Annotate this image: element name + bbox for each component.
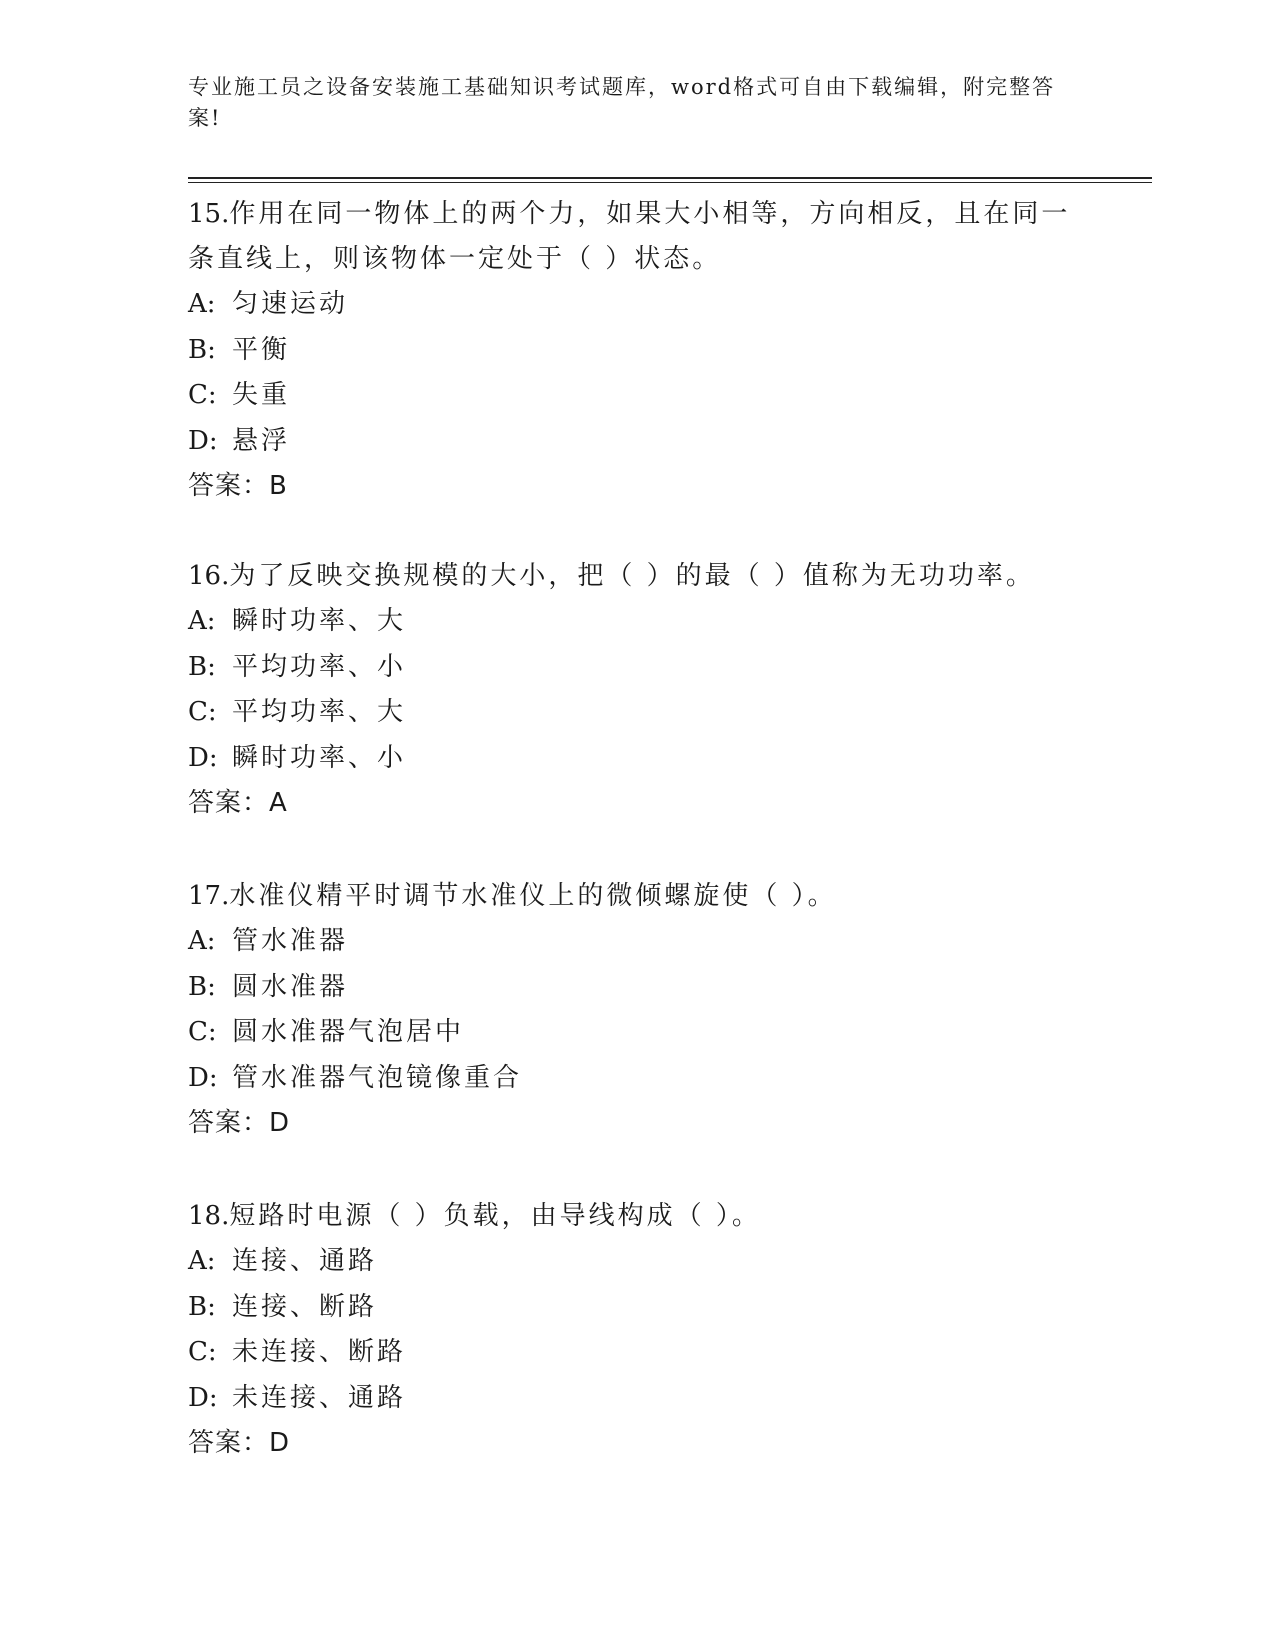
answer-line: 答案：D (188, 1428, 291, 1458)
question-stem (188, 188, 1088, 282)
option-text: 瞬时功率、小 (232, 742, 407, 773)
answer-line: 答案：D (188, 1108, 291, 1138)
option-letter: D: (188, 1062, 218, 1093)
option-a (188, 919, 1088, 965)
option-text: 瞬时功率、大 (232, 606, 407, 636)
question-number: 17. (188, 881, 230, 911)
question-stem (188, 550, 1088, 599)
option-c (188, 373, 1088, 419)
header-divider-thin (188, 182, 1152, 183)
option-text: 未连接、通路 (232, 1382, 407, 1413)
option-d (188, 1376, 1088, 1422)
answer-line: 答案：B (188, 471, 288, 501)
option-b (188, 965, 1088, 1011)
answer-line: 答案：A (188, 788, 288, 818)
option-d (188, 419, 1088, 465)
option-letter: C: (188, 1017, 217, 1047)
option-letter: A: (188, 926, 216, 956)
option-letter: A: (188, 1246, 216, 1276)
option-b (188, 1285, 1088, 1331)
option-b (188, 328, 1088, 374)
question-16 (188, 550, 1088, 827)
question-text: 短路时电源（ ）负载，由导线构成（ ）。 (229, 1201, 761, 1231)
option-letter: D: (188, 1382, 218, 1413)
option-text: 管水准器 (232, 926, 349, 956)
option-text: 失重 (232, 380, 291, 410)
option-letter: D: (188, 425, 218, 456)
option-a (188, 1239, 1088, 1285)
question-17 (188, 870, 1088, 1147)
option-text: 连接、通路 (232, 1246, 378, 1276)
option-letter: B: (188, 334, 216, 365)
option-text: 匀速运动 (232, 289, 349, 319)
option-text: 平均功率、大 (232, 697, 407, 727)
question-stem (188, 870, 1088, 919)
header-divider-thick (188, 177, 1152, 179)
question-text: 作用在同一物体上的两个力，如果大小相等，方向相反，且在同一条直线上，则该物体一定处于（ ）状态。 (188, 199, 1071, 274)
option-text: 圆水准器气泡居中 (232, 1017, 465, 1047)
question-stem (188, 1190, 1088, 1239)
option-a (188, 282, 1088, 328)
option-d (188, 1056, 1088, 1102)
option-a (188, 599, 1088, 645)
option-b (188, 645, 1088, 691)
option-letter: C: (188, 380, 217, 410)
option-text: 连接、断路 (232, 1291, 378, 1322)
option-letter: C: (188, 697, 217, 727)
question-number: 15. (188, 199, 230, 229)
question-text: 为了反映交换规模的大小，把（ ）的最（ ）值称为无功功率。 (229, 561, 1035, 591)
option-letter: A: (188, 289, 216, 319)
option-text: 平均功率、小 (232, 651, 407, 682)
option-letter: D: (188, 742, 218, 773)
question-text: 水准仪精平时调节水准仪上的微倾螺旋使（ ）。 (229, 881, 837, 911)
option-letter: A: (188, 606, 216, 636)
question-15 (188, 188, 1088, 510)
option-letter: B: (188, 971, 216, 1002)
option-text: 平衡 (232, 334, 291, 365)
option-text: 管水准器气泡镜像重合 (232, 1062, 523, 1093)
question-number: 18. (188, 1201, 230, 1231)
option-text: 未连接、断路 (232, 1337, 407, 1367)
question-18 (188, 1190, 1088, 1467)
option-d (188, 736, 1088, 782)
option-letter: B: (188, 651, 216, 682)
option-letter: B: (188, 1291, 216, 1322)
question-number: 16. (188, 561, 230, 591)
option-letter: C: (188, 1337, 217, 1367)
document-header: 专业施工员之设备安装施工基础知识考试题库，word格式可自由下载编辑，附完整答案! (188, 75, 1056, 130)
option-c (188, 1010, 1088, 1056)
option-c (188, 690, 1088, 736)
option-text: 悬浮 (232, 425, 291, 456)
option-c (188, 1330, 1088, 1376)
option-text: 圆水准器 (232, 971, 349, 1002)
